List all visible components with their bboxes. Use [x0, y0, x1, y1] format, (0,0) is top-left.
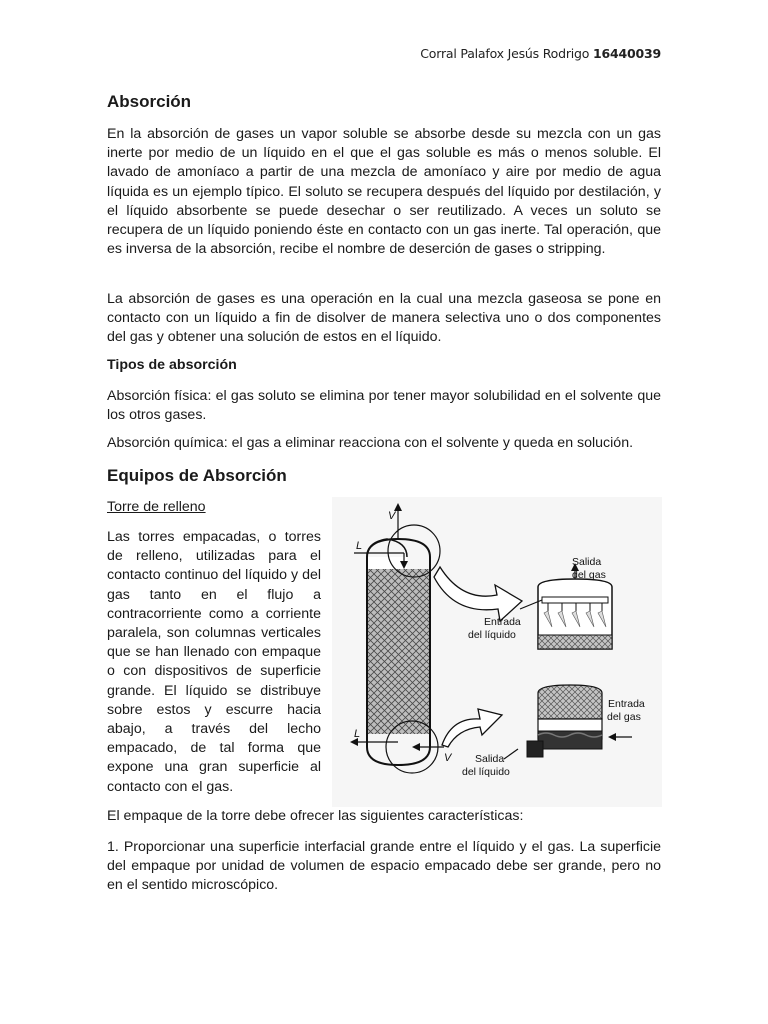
packed-tower-figure — [332, 497, 662, 807]
label-liquid-in-2: del líquido — [468, 629, 516, 641]
packed-tower-diagram — [332, 497, 662, 807]
label-liquid-out-2: del líquido — [462, 766, 510, 778]
author-name: Corral Palafox Jesús Rodrigo — [420, 46, 590, 61]
page-header — [420, 46, 661, 61]
section-title-equipos: Equipos de Absorción — [107, 466, 287, 485]
chemical-absorption-text: Absorción química: el gas a eliminar reacciona con el solvente y queda en solución. — [107, 435, 634, 451]
section-title-absorcion: Absorción — [107, 92, 192, 111]
paragraph-absorption-definition: La absorción de gases es una operación en la cual una mezcla gaseosa se pone en contacto con un líquido a fin de disolver de manera selectiva uno o dos componentes del gas y obtener una solución de estos en el líquido. — [107, 291, 661, 346]
paragraph-absorption-intro: En la absorción de gases un vapor soluble se absorbe desde su mezcla con un gas inerte por medio de un líquido en el que el gas soluble es más o menos soluble. El lavado de amoníaco a partir de una mezcla de amoníaco y aire por medio de agua líquida es un ejemplo típico. El soluto se recupera después del líquido por destilación, y el líquido absorbente se puede desechar o ser reutilizado. A veces un soluto se recupera de un líquido poniendo éste en contacto con un gas inerte. Tal operación, que es inversa de la absorción, recibe el nombre de deserción de gases o stripping. — [107, 126, 661, 258]
student-id: 16440039 — [593, 46, 661, 61]
paragraph-packing-characteristics: El empaque de la torre debe ofrecer las siguientes características: — [107, 808, 524, 824]
list-item-1: 1. Proporcionar una superficie interfacial grande entre el líquido y el gas. La superficie del empaque por unidad de volumen de espacio empacado debe ser grande, pero no en el sentido microscópico. — [107, 839, 661, 894]
label-gas-out-1: Salida — [572, 556, 602, 568]
packed-bed — [367, 569, 430, 734]
paragraph-packed-towers: Las torres empacadas, o torres de relleno, utilizadas para el contacto continuo del líquido y del gas tanto en el flujo a contracorriente como a corriente paralela, son columnas verticales que se han llenado con empaque o con dispositivos de superficie grande. El líquido se distribuye sobre estos y escurre hacia abajo, a través del lecho empacado, de tal forma que expone una gran superficie al contacto con el gas. — [107, 529, 321, 795]
physical-absorption-text: Absorción física: el gas soluto se elimina por tener mayor solubilidad en el solvente que los otros gases. — [107, 388, 661, 424]
subheading-torre-relleno: Torre de relleno — [107, 499, 206, 515]
label-gas-in-2: del gas — [607, 711, 641, 723]
label-l-top: L — [356, 540, 363, 552]
label-liquid-out-1: Salida — [475, 753, 505, 765]
label-gas-in-1: Entrada — [608, 698, 645, 710]
label-v-top: V — [388, 510, 396, 522]
label-v-bottom: V — [444, 752, 452, 764]
label-l-bottom: L — [354, 728, 361, 740]
label-liquid-in-1: Entrada — [484, 616, 521, 628]
types-heading: Tipos de absorción — [107, 357, 237, 373]
label-gas-out-2: del gas — [572, 569, 606, 581]
